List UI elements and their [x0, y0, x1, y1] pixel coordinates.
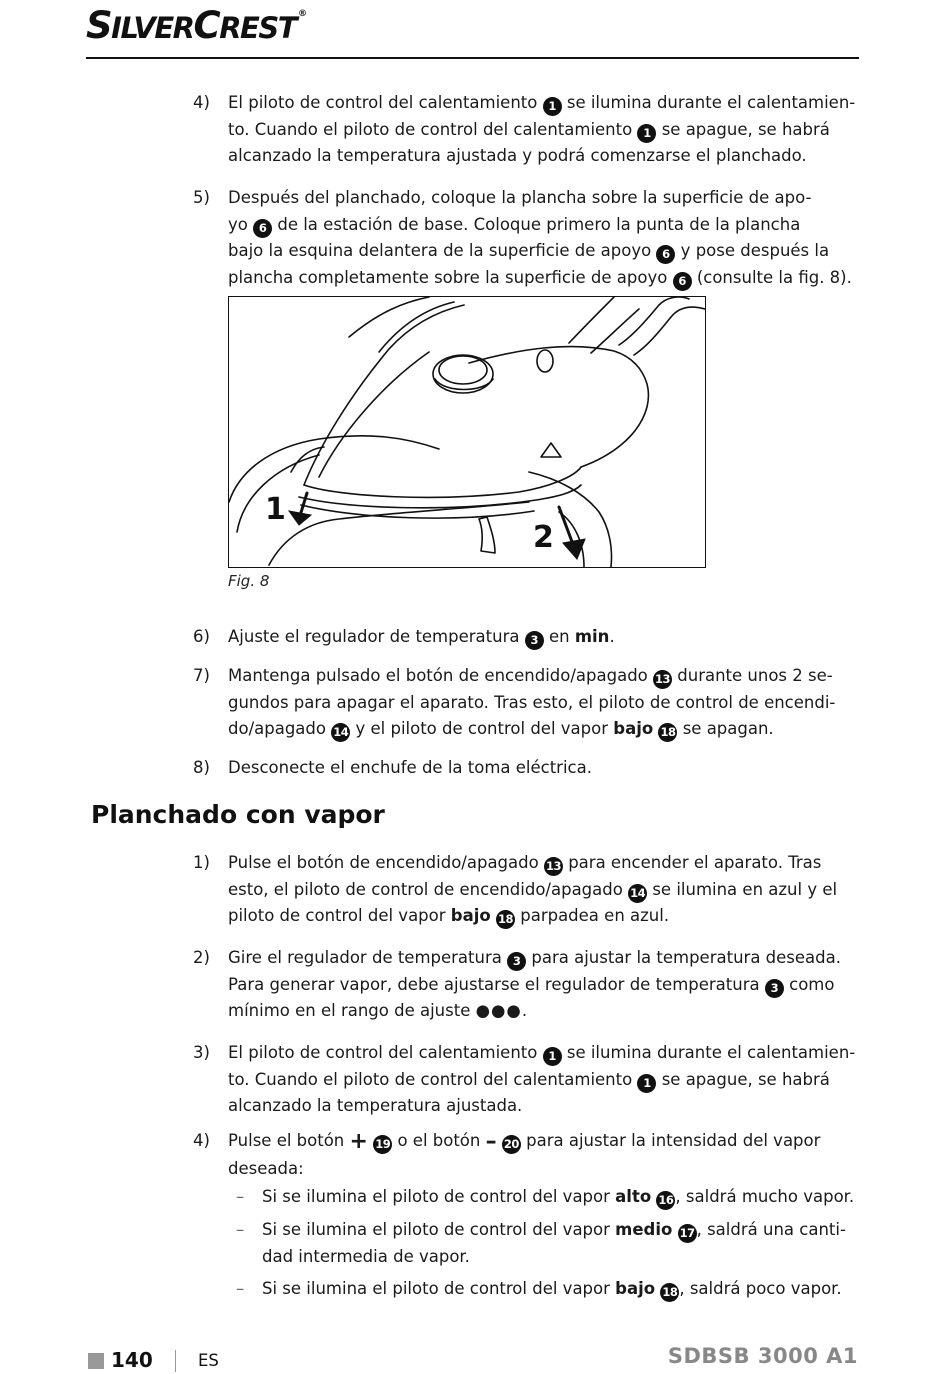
step-number: 4) [193, 1131, 210, 1150]
reference-number-badge: 1 [543, 1047, 562, 1066]
text-run: de la estación de base. Coloque primero la punta de la plancha [272, 214, 801, 234]
text-line [228, 903, 864, 930]
figure-label-1: 1 [265, 492, 286, 527]
text-run: se apague, se habrá [656, 1069, 830, 1089]
text-run: , saldrá una canti- [696, 1220, 846, 1239]
reference-number-badge: 19 [373, 1135, 392, 1154]
text-line [228, 755, 864, 782]
reference-number-badge: 3 [507, 952, 526, 971]
step-number: 4) [193, 93, 210, 112]
text-run: Después del planchado, coloque la plancha sobre la superficie de apo- [228, 188, 812, 207]
list-dash: – [236, 1279, 245, 1298]
text-line [228, 850, 864, 877]
text-run: mínimo en el rango de ajuste [228, 1001, 476, 1020]
text-run: Si se ilumina el piloto de control del vapor [262, 1279, 616, 1298]
text-line [228, 117, 864, 144]
text-run: se ilumina en azul y el [647, 879, 838, 899]
text-run: alcanzado la temperatura ajustada y podrá comenzarse el planchado. [228, 146, 807, 165]
reference-number-badge: 3 [765, 979, 784, 998]
list-dash: – [236, 1187, 245, 1206]
text-run: Gire el regulador de temperatura [228, 948, 508, 967]
text-line [228, 663, 864, 690]
text-run: Mantenga pulsado el botón de encendido/apagado [228, 666, 654, 685]
text-line [262, 1244, 864, 1271]
text-line [228, 1128, 864, 1156]
text-run: gundos para apagar el aparato. Tras esto, el piloto de control de encendi- [228, 692, 836, 712]
step-4-top [193, 90, 864, 170]
text-run: y el piloto de control del vapor [350, 719, 614, 738]
reference-number-badge: 1 [637, 1074, 656, 1093]
figure-caption: Fig. 8 [228, 572, 270, 590]
vapor-step-3 [193, 1040, 864, 1120]
text-line [228, 212, 864, 239]
step-number: 6) [193, 627, 210, 646]
text-line [228, 1040, 864, 1067]
text-line [228, 1156, 864, 1183]
figure-label-2: 2 [533, 520, 554, 555]
text-run: to. Cuando el piloto de control del calentamiento [228, 119, 638, 139]
bold-term: bajo [615, 1279, 656, 1298]
text-run: parpadea en azul. [514, 906, 670, 925]
text-run: Si se ilumina el piloto de control del vapor [262, 1220, 616, 1239]
reference-number-badge: 14 [331, 723, 350, 742]
reference-number-badge: 6 [673, 272, 692, 291]
text-run: to. Cuando el piloto de control del calentamiento [228, 1069, 638, 1089]
text-line [228, 185, 864, 212]
reference-number-badge: 13 [653, 670, 672, 689]
text-line [262, 1276, 864, 1303]
footer-square [88, 1353, 104, 1369]
step-number: 1) [193, 853, 210, 872]
reference-number-badge: 17 [678, 1224, 697, 1243]
step-7 [193, 663, 864, 743]
text-run [497, 1131, 502, 1150]
text-run: El piloto de control del calentamiento [228, 1043, 543, 1062]
text-run: (consulte la fig. 8). [691, 267, 852, 287]
text-run: El piloto de control del calentamiento [228, 93, 543, 112]
text-run: Para generar vapor, debe ajustarse el regulador de temperatura [228, 974, 765, 994]
text-run [672, 1220, 677, 1239]
text-line [228, 143, 864, 170]
vapor-step-2 [193, 945, 864, 1025]
text-line [262, 1184, 864, 1211]
text-run: , saldrá mucho vapor. [675, 1187, 855, 1206]
text-line [228, 238, 864, 265]
text-run: plancha completamente sobre la superficie de apoyo [228, 267, 673, 287]
header-rule [86, 57, 859, 59]
reference-number-badge: 18 [496, 910, 515, 929]
text-line [228, 690, 864, 717]
step-number: 2) [193, 948, 210, 967]
text-run: , saldrá poco vapor. [679, 1279, 842, 1298]
text-run: Desconecte el enchufe de la toma eléctrica. [228, 758, 592, 777]
reference-number-badge: 18 [660, 1283, 679, 1302]
text-run: en [543, 627, 575, 646]
language-code: ES [198, 1351, 219, 1370]
sub-item-alto [236, 1184, 864, 1211]
vapor-step-4 [193, 1128, 864, 1182]
text-run: . [521, 1001, 528, 1020]
plus-icon: + [349, 1129, 368, 1154]
reference-number-badge: 13 [544, 857, 563, 876]
text-run: yo [228, 214, 254, 234]
reference-number-badge: 20 [502, 1135, 521, 1154]
reference-number-badge: 1 [543, 97, 562, 116]
text-line [228, 998, 864, 1025]
dots-icon: ●●● [475, 1001, 522, 1020]
text-run: bajo la esquina delantera de la superficie de apoyo [228, 241, 657, 260]
reference-number-badge: 18 [658, 723, 677, 742]
brand-logo: SILVERCREST ® [86, 4, 307, 47]
model-number: SDBSB 3000 A1 [667, 1344, 858, 1368]
text-line [228, 877, 864, 904]
step-6 [193, 624, 864, 651]
text-line [228, 90, 864, 117]
text-run: deseada: [228, 1158, 304, 1178]
text-run [491, 906, 496, 925]
bold-term: bajo [613, 719, 654, 738]
section-title: Planchado con vapor [91, 800, 385, 829]
reference-number-badge: 16 [656, 1191, 675, 1210]
sub-item-bajo [236, 1276, 864, 1303]
bold-term: medio [615, 1220, 673, 1239]
text-run: se apague, se habrá [656, 119, 830, 139]
bold-term: alto [615, 1187, 652, 1206]
step-number: 3) [193, 1043, 210, 1062]
text-run: alcanzado la temperatura ajustada. [228, 1096, 523, 1115]
step-5 [193, 185, 864, 291]
text-run: Pulse el botón [228, 1131, 350, 1150]
text-run: para encender el aparato. Tras [562, 853, 822, 872]
text-run: Pulse el botón de encendido/apagado [228, 853, 544, 872]
list-dash: – [236, 1220, 245, 1239]
text-run: dad intermedia de vapor. [262, 1246, 470, 1266]
reference-number-badge: 1 [637, 124, 656, 143]
text-line [228, 945, 864, 972]
page-number: 140 [111, 1348, 153, 1372]
reference-number-badge: 6 [253, 219, 272, 238]
step-number: 7) [193, 666, 210, 685]
text-run: . [609, 627, 615, 646]
text-line [228, 1093, 864, 1120]
step-8 [193, 755, 864, 782]
text-run: para ajustar la intensidad del vapor [520, 1131, 821, 1150]
text-line [262, 1217, 864, 1244]
text-run: durante unos 2 se- [672, 666, 833, 685]
bold-term: min [574, 627, 610, 646]
text-run: Si se ilumina el piloto de control del vapor [262, 1187, 616, 1206]
text-run: esto, el piloto de control de encendido/apagado [228, 879, 629, 899]
reference-number-badge: 3 [525, 631, 544, 650]
text-line [228, 1067, 864, 1094]
step-number: 5) [193, 188, 210, 207]
text-run: y pose después la [675, 241, 830, 260]
step-number: 8) [193, 758, 210, 777]
text-line [228, 624, 864, 651]
text-run: se ilumina durante el calentamien- [561, 93, 856, 112]
reference-number-badge: 6 [656, 245, 675, 264]
minus-icon: – [485, 1129, 497, 1154]
text-line [228, 265, 864, 292]
text-run: para ajustar la temperatura deseada. [526, 948, 841, 967]
text-run: se ilumina durante el calentamien- [561, 1043, 856, 1062]
sub-item-medio [236, 1217, 864, 1270]
text-line [228, 716, 864, 743]
bold-term: bajo [450, 906, 491, 925]
text-run: do/apagado [228, 719, 332, 738]
footer-divider [175, 1350, 176, 1372]
vapor-step-1 [193, 850, 864, 930]
figure-8-illustration [228, 296, 706, 568]
text-run: Ajuste el regulador de temperatura [228, 627, 525, 646]
text-run: se apagan. [677, 719, 774, 738]
reference-number-badge: 14 [628, 884, 647, 903]
text-line [228, 972, 864, 999]
text-run: como [783, 974, 835, 994]
text-run: piloto de control del vapor [228, 906, 451, 925]
text-run: o el botón [392, 1131, 486, 1150]
